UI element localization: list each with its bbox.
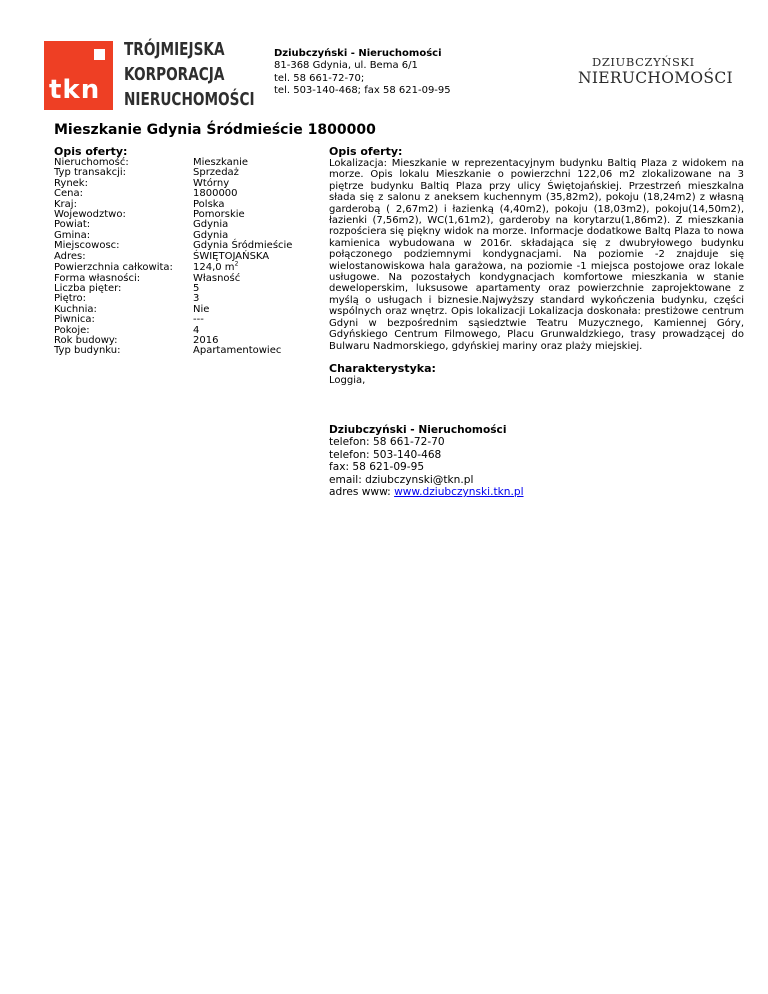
spec-row-area <box>54 262 324 274</box>
brand-line-2: NIERUCHOMOŚCI <box>578 69 733 87</box>
description-heading: Opis oferty: <box>329 145 403 158</box>
characteristics-heading: Charakterystyka: <box>329 361 436 375</box>
contact-phone-2: telefon: 503-140-468 <box>329 448 442 461</box>
spec-value: Gdynia Śródmieście <box>193 240 293 252</box>
spec-label: Powiat: <box>54 219 91 231</box>
spec-label: Adres: <box>54 250 86 262</box>
spec-row <box>54 241 324 251</box>
spec-label: Piwnica: <box>54 314 95 326</box>
spec-value: --- <box>193 314 204 326</box>
spec-value: Polska <box>193 198 225 210</box>
page-header <box>0 0 768 120</box>
spec-row <box>54 179 324 189</box>
spec-label: Typ transakcji: <box>54 167 127 179</box>
brand-line-1: DZIUBCZYŃSKI <box>592 55 695 69</box>
spec-value: 4 <box>193 324 200 336</box>
spec-label: Rynek: <box>54 177 88 189</box>
spec-label: Cena: <box>54 188 83 200</box>
spec-value: Sprzedaż <box>193 167 239 179</box>
spec-label: Nieruchomość: <box>54 157 129 168</box>
spec-label: Pokoje: <box>54 324 90 336</box>
offer-description <box>329 146 744 387</box>
spec-value: Nie <box>193 303 210 315</box>
agency-address: 81-368 Gdynia, ul. Bema 6/1 <box>274 60 418 72</box>
spec-row <box>54 220 324 230</box>
spec-label: Kraj: <box>54 198 77 210</box>
tkn-logo <box>44 41 113 110</box>
spec-value <box>193 262 324 274</box>
spec-label: Wojewodztwo: <box>54 209 126 221</box>
page-title: Mieszkanie Gdynia Śródmieście 1800000 <box>54 122 376 138</box>
spec-value: Wtórny <box>193 177 230 189</box>
contact-email: email: dziubczynski@tkn.pl <box>329 473 474 486</box>
logo-mark-text: tkn <box>49 75 101 105</box>
spec-row <box>54 210 324 220</box>
logo-square-mark <box>94 49 105 60</box>
contact-name: Dziubczyński - Nieruchomości <box>329 424 507 436</box>
spec-label: Gmina: <box>54 229 91 241</box>
agency-name: Dziubczyński - Nieruchomości <box>274 48 442 59</box>
logo-line-1: TRÓJMIEJSKA <box>124 40 225 60</box>
spec-label: Powierzchnia całkowita: <box>54 262 173 274</box>
logo-wordmark <box>124 38 264 113</box>
spec-value: 2016 <box>193 335 219 346</box>
spec-label: Miejscowosc: <box>54 240 120 252</box>
area-value: 124,0 m <box>193 262 235 274</box>
characteristics-text: Loggia, <box>329 374 366 386</box>
agency-phone-fax: tel. 503-140-468; fax 58 621-09-95 <box>274 85 451 97</box>
contact-phone-1: telefon: 58 661-72-70 <box>329 436 445 449</box>
www-prefix: adres www: <box>329 486 395 499</box>
website-link[interactable]: www.dziubczynski.tkn.pl <box>394 486 524 499</box>
agency-phone: tel. 58 661-72-70; <box>274 72 365 84</box>
contact-block <box>329 424 524 498</box>
spec-value: 1800000 <box>193 188 238 200</box>
spec-value: Własność <box>193 272 241 284</box>
spec-label: Piętro: <box>54 293 87 305</box>
offer-specs <box>54 146 324 357</box>
spec-row <box>54 189 324 199</box>
spec-row <box>54 284 324 294</box>
logo-line-3: NIERUCHOMOŚCI <box>124 90 255 110</box>
area-unit-sup: 2 <box>234 260 239 268</box>
spec-label: Typ budynku: <box>54 345 121 357</box>
agency-header-info <box>274 48 451 98</box>
spec-label: Kuchnia: <box>54 303 97 315</box>
specs-list-1 <box>54 158 324 262</box>
spec-label: Liczba pięter: <box>54 282 122 294</box>
spec-value: ŚWIĘTOJAŃSKA <box>193 250 270 262</box>
contact-www <box>329 486 524 498</box>
spec-label: Rok budowy: <box>54 335 118 346</box>
spec-value: 5 <box>193 282 200 294</box>
spec-row <box>54 168 324 178</box>
spec-value: Pomorskie <box>193 209 245 221</box>
description-text: Lokalizacja: Mieszkanie w reprezentacyjnym budynku Baltiq Plaza z widokem na morze. Opis lokalu Mieszkanie o powierzchni 122,06 m2 zlokalizowane na 3 piętrze budynku Baltiq Plaza przy ulicy Świętojańskiej. Przestrzeń mieszkalna słada się z salonu z aneksem kuchennym (35,82m2), pokoju (18,24m2) z własną garderobą ( 2,67m2) i łazienką (4,40m2), pokoju (18,03m2), pokoju(14,50m2), łazienki (7,56m2), WC(1,61m2), garderoby na korytarzu(1,86m2). Z mieszkania rozpościera się piękny widok na morze. Informacje dodatkowe Baltq Plaza to nowa kamienica wybudowana w 2016r. składająca się z dwubryłowego budynku połączonego podziemnymi kondygnacjami. Na poziomie -2 znajduje się wielostanowiskowa hala garażowa, na poziomie -1 miejsca postojowe oraz lokale usługowe. Na pozostałych kondygnacjach komfortowe mieszkania w stanie deweloperskim, luksusowe apartamenty oraz powierzchnie zaprojektowane z myślą o usługach i biznesie.Najwyższy standard wykończenia budynku, części wspólnych oraz wnętrz. Opis lokalizacji Lokalizacja doskonała: prestiżowe centrum Gdyni w bezpośrednim sąsiedztwie Teatru Muzycznego, Kamiennej Góry, Gdyńskiego Centrum Filmowego, Placu Grunwaldzkiego, trasy prowadzącej do Bulwaru Nadmorskiego, gdyńskiej mariny oraz plaży miejskiej. <box>329 158 744 352</box>
spec-value: Gdynia <box>193 229 229 241</box>
spec-value: Gdynia <box>193 219 229 231</box>
spec-row <box>54 252 324 262</box>
spec-label: Forma własności: <box>54 272 141 284</box>
specs-heading: Opis oferty: <box>54 145 128 158</box>
brand-logo-right <box>578 55 748 87</box>
spec-row <box>54 346 324 356</box>
spec-value: 3 <box>193 293 200 305</box>
contact-fax: fax: 58 621-09-95 <box>329 461 425 474</box>
spec-row <box>54 315 324 325</box>
specs-list-2 <box>54 274 324 357</box>
logo-line-2: KORPORACJA <box>124 65 225 85</box>
spec-value: Apartamentowiec <box>193 345 282 357</box>
spec-value: Mieszkanie <box>193 157 249 168</box>
